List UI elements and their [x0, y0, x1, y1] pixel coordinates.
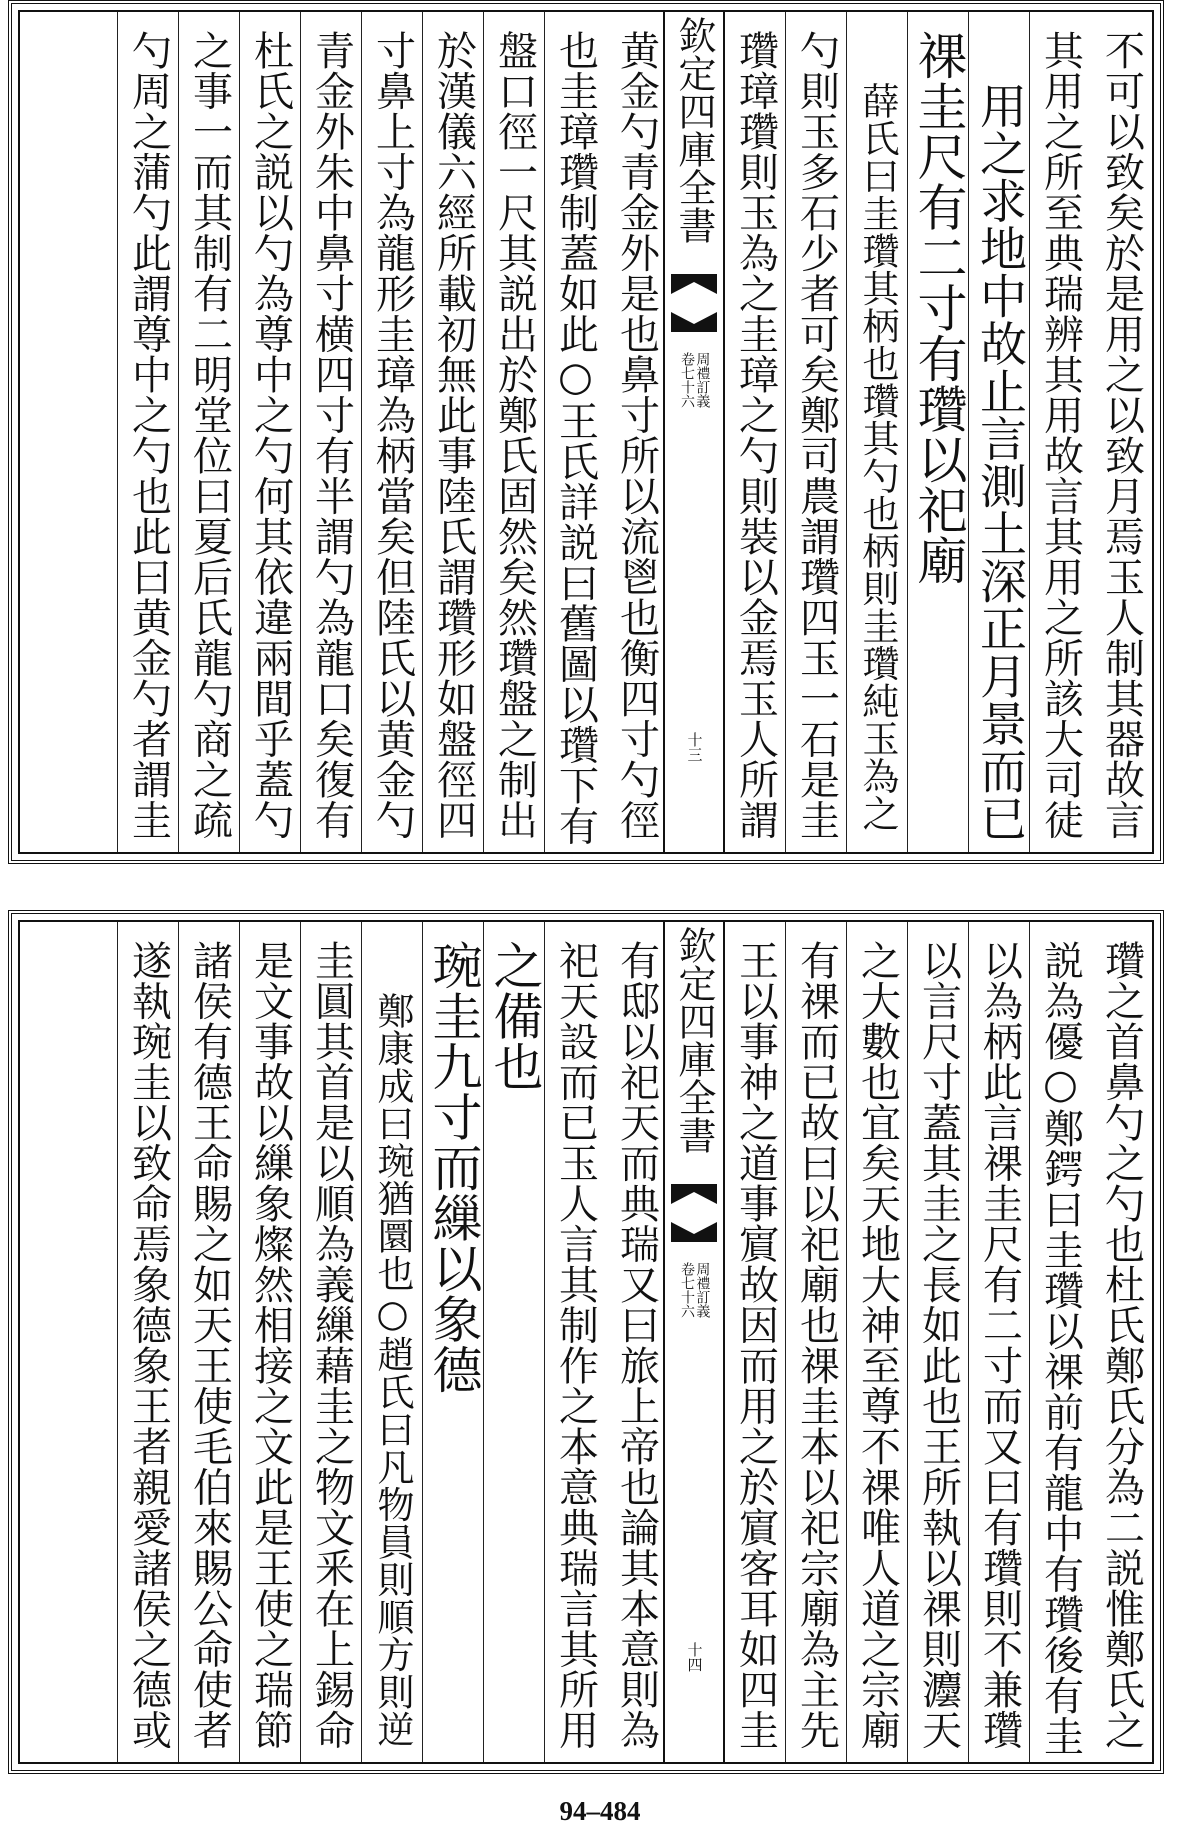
book-title-volume	[679, 352, 710, 408]
book-line: 卷七十六	[679, 352, 695, 408]
text-column	[117, 922, 179, 1762]
column-text: 説為優○鄭鍔曰圭瓚以祼前有龍中有瓚後有圭	[1037, 940, 1084, 1756]
panel-frame	[18, 920, 1154, 1764]
page-panel-top	[8, 0, 1164, 864]
book-title-volume	[679, 1262, 710, 1318]
panel-frame	[18, 10, 1154, 854]
column-text: 其用之所至典瑞辨其用故言其用之所該大司徒	[1037, 30, 1084, 840]
text-column	[1029, 12, 1091, 852]
column-text: 瓚璋瓚則玉為之圭璋之勺則裝以金焉玉人所謂	[732, 30, 779, 840]
text-column	[724, 922, 786, 1762]
column-text: 也圭璋瓚制蓋如此○王氏詳説曰舊圖以瓚下有	[552, 30, 599, 846]
fish-tail-mark	[671, 274, 717, 294]
text-column	[606, 12, 667, 852]
text-column	[907, 922, 969, 1762]
column-text: 琬圭九寸而繅以象德	[424, 940, 483, 1395]
text-column	[724, 12, 786, 852]
leaf-number: 十三	[685, 732, 704, 762]
book-line: 卷七十六	[679, 1262, 695, 1318]
text-column	[178, 12, 240, 852]
column-text: 瓚之首鼻勺之勺也杜氏鄭氏分為二説惟鄭氏之	[1098, 940, 1145, 1750]
column-text: 王以事神之道事賔故因而用之於賔客耳如四圭	[732, 940, 779, 1750]
fish-tail-mark	[671, 312, 717, 332]
column-text: 圭圓其首是以順為義繅藉圭之物文釆在上錫命	[308, 940, 355, 1750]
column-text: 諸侯有德王命賜之如天王使毛伯來賜公命使者	[186, 940, 233, 1750]
column-text: 鄭康成曰琬猶圜也○趙氏曰凡物員則順方則逆	[371, 992, 414, 1748]
column-text: 黄金勺青金外是也鼻寸所以流鬯也衡四寸勺徑	[613, 30, 660, 840]
column-text: 勺則玉多石少者可矣鄭司農謂瓚四玉一石是圭	[793, 30, 840, 840]
column-text: 之備也	[485, 940, 544, 1092]
column-text: 遂執琬圭以致命焉象德象王者親愛諸侯之德或	[125, 940, 172, 1750]
column-text: 以言尺寸蓋其圭之長如此也王所執以祼則灋天	[915, 940, 962, 1750]
column-text: 祼圭尺有二寸有瓚以祀廟	[909, 30, 968, 586]
book-line: 周禮訂義	[694, 352, 711, 408]
column-text: 青金外朱中鼻寸横四寸有半謂勺為龍口矣復有	[308, 30, 355, 840]
fish-tail-mark	[671, 1184, 717, 1204]
text-column	[606, 922, 667, 1762]
column-text: 盤口徑一尺其説出於鄭氏固然矣然瓚盤之制出	[491, 30, 538, 840]
column-text: 之大數也宜矣天地大神至尊不祼唯人道之宗廟	[854, 940, 901, 1750]
text-column	[846, 922, 908, 1762]
page-panel-bottom	[8, 910, 1164, 1774]
text-column	[1029, 922, 1091, 1762]
collection-title: 欽定四庫全書	[672, 16, 716, 244]
text-column	[422, 12, 484, 852]
column-text: 於漢儀六經所載初無此事陸氏謂瓚形如盤徑四	[430, 30, 477, 840]
text-column	[968, 12, 1030, 852]
column-text: 用之求地中故止言測土深正月景而已	[972, 82, 1027, 842]
text-column	[422, 922, 484, 1762]
page-number-footer: 94–484	[559, 1796, 641, 1826]
column-text: 祀天設而已玉人言其制作之本意典瑞言其所用	[552, 940, 599, 1750]
column-text: 薛氏曰圭瓚其柄也瓚其勺也柄則圭瓚純玉為之	[856, 82, 899, 832]
text-column	[361, 922, 423, 1762]
text-column	[1091, 922, 1152, 1762]
column-text: 有邸以祀天而典瑞又曰旅上帝也論其本意則為	[613, 940, 660, 1750]
text-column	[846, 12, 908, 852]
center-fold-strip	[663, 12, 725, 852]
column-text: 有祼而已故曰以祀廟也祼圭本以祀宗廟為主先	[793, 940, 840, 1750]
center-fold-strip	[663, 922, 725, 1762]
column-text: 是文事故以繅象燦然相接之文此是王使之瑞節	[247, 940, 294, 1750]
text-column	[483, 922, 545, 1762]
collection-title: 欽定四庫全書	[672, 926, 716, 1154]
text-column	[544, 12, 606, 852]
column-text: 寸鼻上寸為龍形圭璋為柄當矣但陸氏以黄金勺	[369, 30, 416, 840]
text-column	[785, 922, 847, 1762]
text-column	[239, 922, 301, 1762]
column-text: 以為柄此言祼圭尺有二寸而又曰有瓚則不兼瓚	[976, 940, 1023, 1750]
column-text: 杜氏之説以勺為尊中之勺何其依違兩間乎蓋勺	[247, 30, 294, 840]
column-text: 勺周之蒲勺此謂尊中之勺也此曰黄金勺者謂圭	[125, 30, 172, 840]
text-column	[239, 12, 301, 852]
text-column	[300, 12, 362, 852]
column-text: 之事一而其制有二明堂位曰夏后氏龍勺商之疏	[186, 30, 233, 840]
text-column	[178, 922, 240, 1762]
text-column	[483, 12, 545, 852]
text-column	[544, 922, 606, 1762]
text-column	[907, 12, 969, 852]
fish-tail-mark	[671, 1222, 717, 1242]
book-line: 周禮訂義	[694, 1262, 711, 1318]
text-column	[968, 922, 1030, 1762]
text-column	[1091, 12, 1152, 852]
text-column	[117, 12, 179, 852]
text-column	[300, 922, 362, 1762]
text-column	[361, 12, 423, 852]
column-text: 不可以致矣於是用之以致月焉玉人制其器故言	[1098, 30, 1145, 840]
leaf-number: 十四	[685, 1642, 704, 1672]
text-column	[785, 12, 847, 852]
